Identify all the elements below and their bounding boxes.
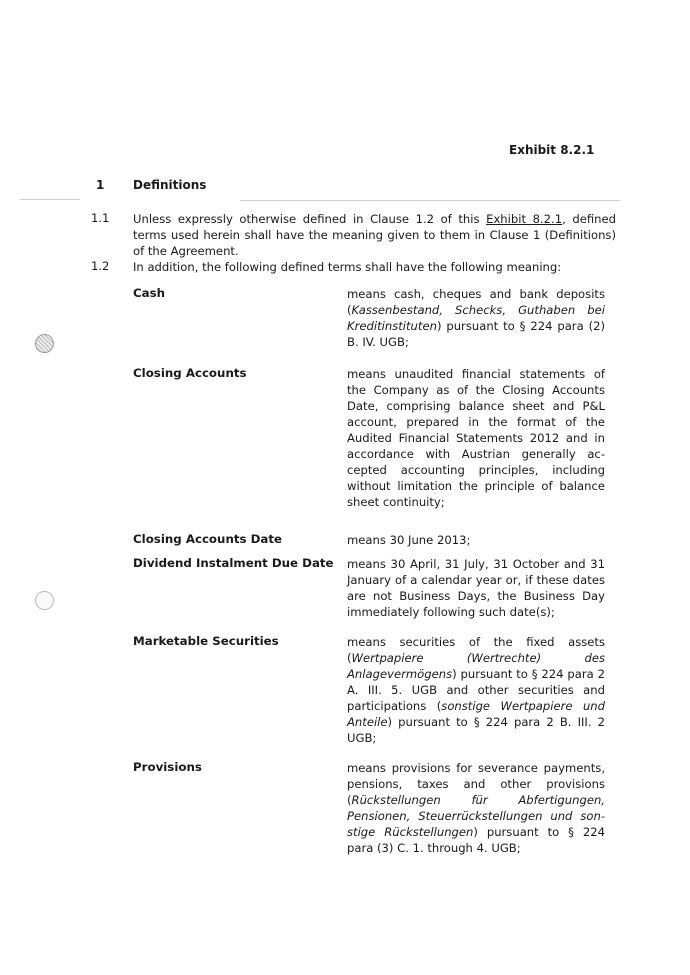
- definition-provisions: [347, 760, 605, 856]
- definition-cash: [347, 286, 605, 350]
- text-segment: means provisions for severance payments, pensions, taxes and other provisions (: [347, 761, 605, 807]
- text-segment: means securities of the fixed assets (: [347, 635, 605, 665]
- text-segment: ) pursuant to § 224 para 2 A. III. 5. UGB and other securities and participations (: [347, 667, 605, 713]
- term-dividend-instalment-due-date: Dividend Instalment Due Date: [133, 556, 334, 570]
- text-segment: ) pursuant to § 224 para (3) C. 1. through 4. UGB;: [347, 825, 605, 855]
- scan-noise: [20, 199, 80, 200]
- italic-text: Rückstellungen für Abfertigungen, Pensionen, Steuerrückstellungen und sonstige Rückstellungen: [347, 793, 605, 839]
- term-cash: Cash: [133, 286, 166, 300]
- italic-text: Wertpapiere (Wertrechte) des Anlagevermögens: [347, 651, 605, 681]
- definition-dividend-instalment-due-date: [347, 556, 605, 620]
- text-segment: means 30 June 2013;: [347, 533, 471, 547]
- term-provisions: Provisions: [133, 760, 202, 774]
- text-segment: Unless expressly otherwise defined in Clause 1.2 of this: [133, 212, 487, 226]
- text-segment: ) pursuant to § 224 para (2) B. IV. UGB;: [347, 319, 605, 349]
- section-title: Definitions: [133, 178, 207, 192]
- paragraph-1-1: [133, 211, 616, 259]
- paragraph-1-2: [133, 259, 616, 275]
- text-segment: means cash, cheques and bank deposits (: [347, 287, 605, 317]
- punch-hole: [35, 334, 54, 353]
- exhibit-label: Exhibit 8.2.1: [509, 143, 595, 157]
- term-closing-accounts-date: Closing Accounts Date: [133, 532, 282, 546]
- definition-marketable-securities: [347, 634, 605, 746]
- text-segment: In addition, the following defined terms shall have the following meaning:: [133, 260, 562, 274]
- scan-noise: [240, 200, 620, 201]
- text-segment: ) pursuant to § 224 para 2 B. III. 2 UGB;: [347, 715, 605, 745]
- term-marketable-securities: Marketable Securities: [133, 634, 279, 648]
- italic-text: sonstige Wertpapiere und Anteile: [347, 699, 605, 729]
- text-segment: means unaudited financial statements of the Company as of the Closing Accounts Date, comprising balance sheet and P&L account, prepared in the format of the Audited Financial Statements 2012 and in accordance with Austrian generally accepted accounting principles, including without limitation the principle of balance sheet continuity;: [347, 367, 605, 509]
- punch-hole: [35, 591, 54, 610]
- section-number: 1: [96, 178, 105, 192]
- underlined-reference: Exhibit 8.2.1: [486, 212, 563, 226]
- definition-closing-accounts-date: [347, 532, 605, 548]
- text-segment: , defined terms used herein shall have the meaning given to them in Clause 1 (Definitions) of the Agreement.: [133, 212, 616, 258]
- italic-text: Kassenbestand, Schecks, Guthaben bei Kreditinstituten: [347, 303, 605, 333]
- term-closing-accounts: Closing Accounts: [133, 366, 247, 380]
- paragraph-number: 1.2: [91, 259, 110, 273]
- paragraph-number: 1.1: [91, 211, 110, 225]
- definition-closing-accounts: [347, 366, 605, 510]
- text-segment: means 30 April, 31 July, 31 October and 31 January of a calendar year or, if these dates are not Business Days, the Business Day immediately following such date(s);: [347, 557, 605, 619]
